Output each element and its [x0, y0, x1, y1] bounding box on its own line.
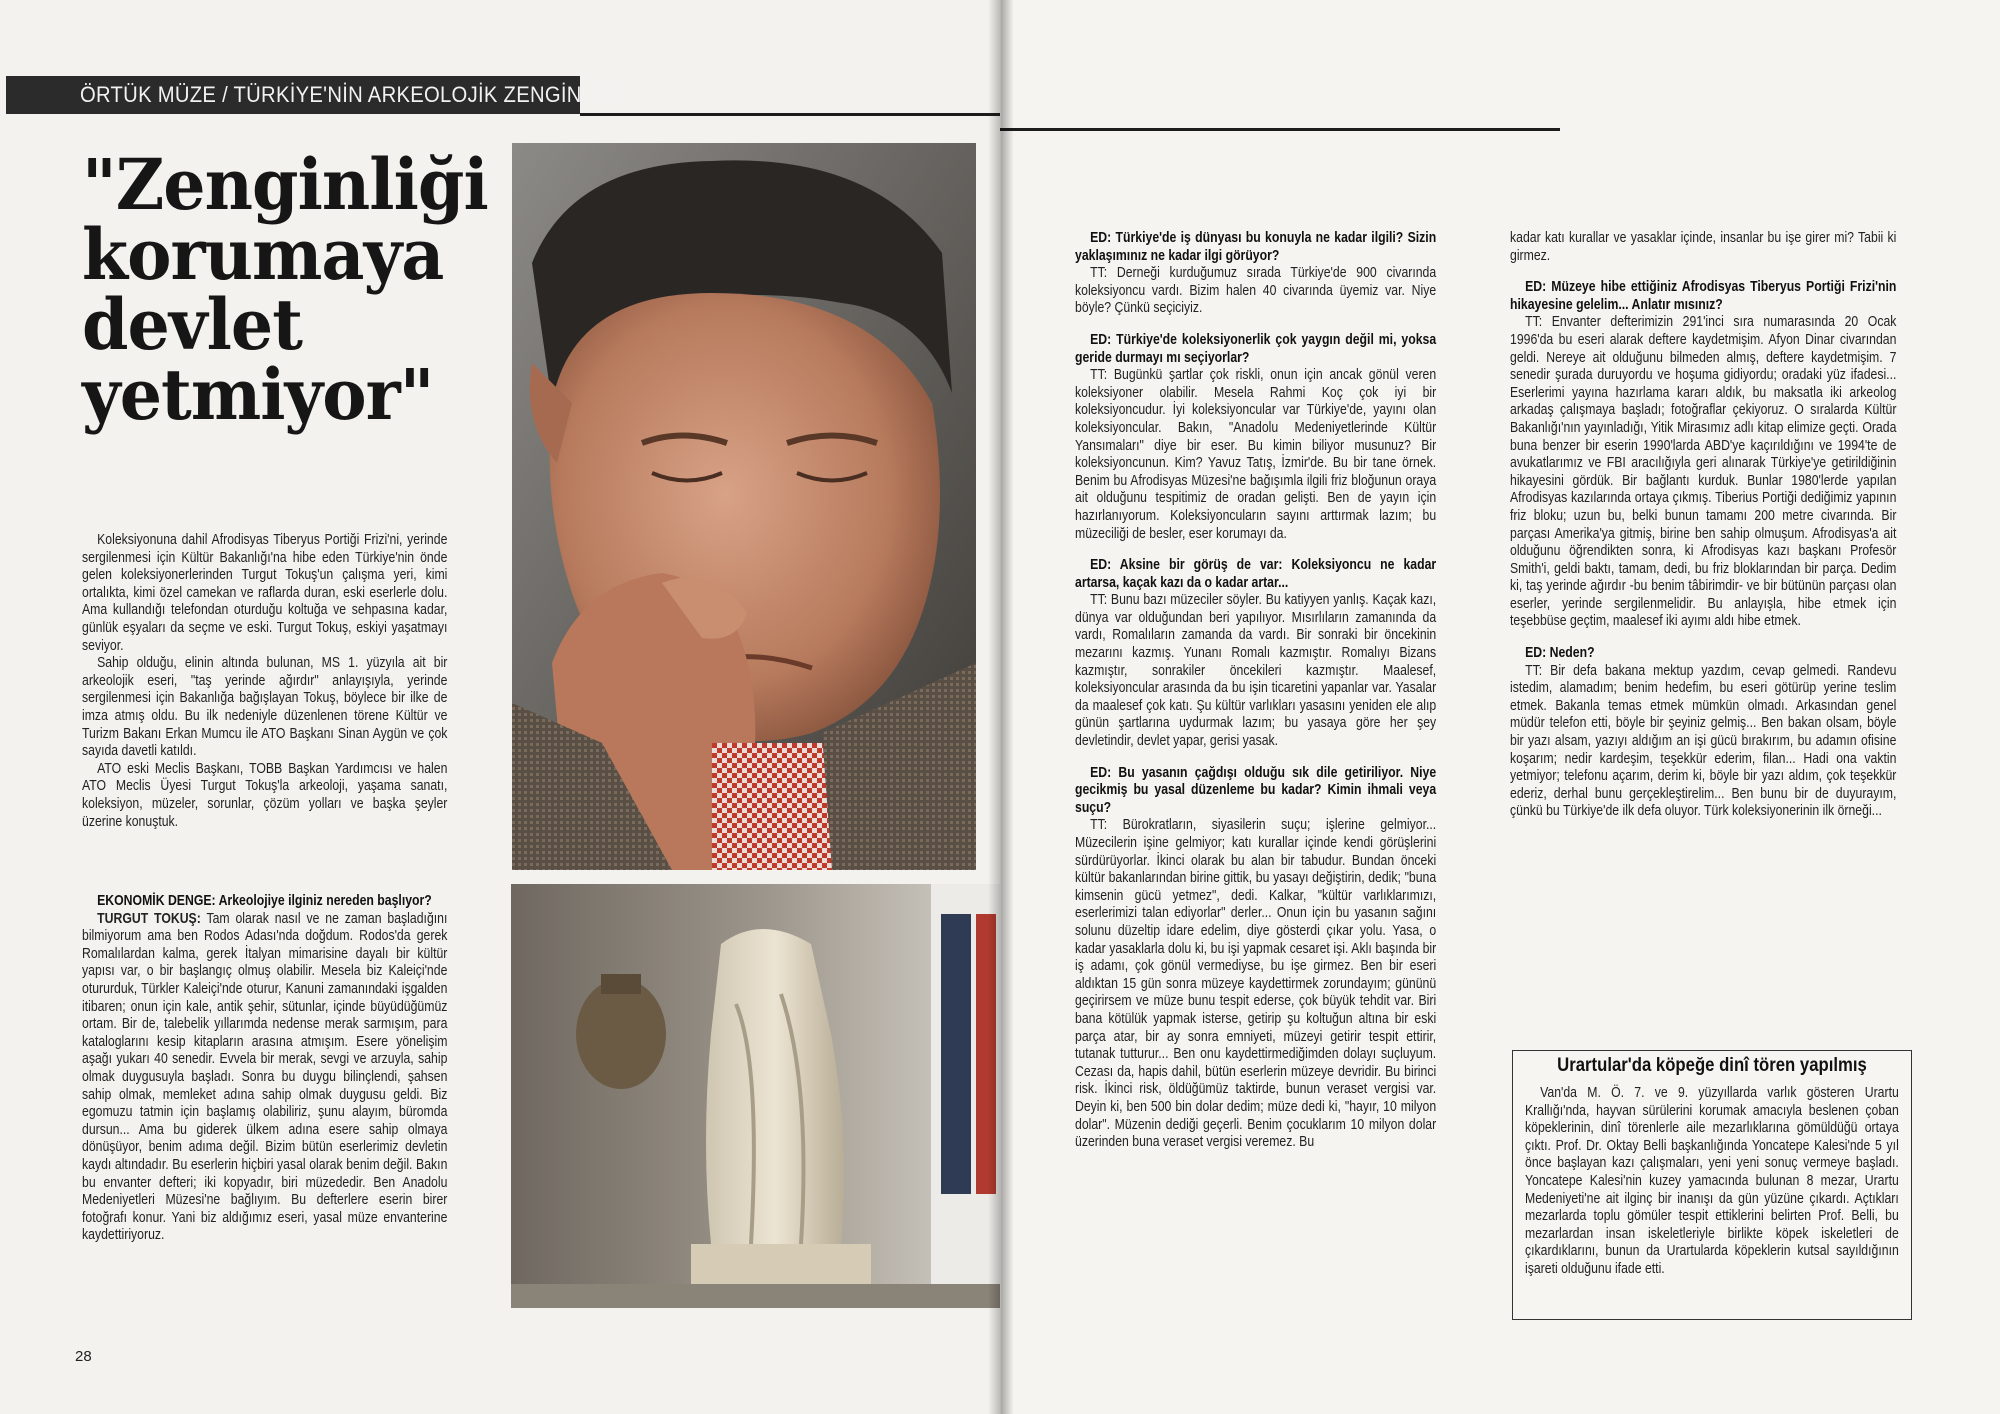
headline-line: devlet — [82, 283, 303, 366]
interview-column-left — [82, 893, 447, 1245]
intro-paragraph: Sahip olduğu, elinin altında bulunan, MS 1. yüzyıla ait bir arkeolojik eseri, "taş yerinde ağırdır" anlayışıyla, yerinde sergilenmesi için Bakanlığa bağışlayan Tokuş, böylece bir ilke de imza atmış oldu. Bu ilk nedeniyle düzenlenen törene Kültür ve Turizm Bakanı Erkan Mumcu ile ATO Başkanı Sinan Aygün ve çok sayıda davetli katıldı. — [82, 655, 448, 760]
interview-answer — [82, 911, 447, 1245]
interview-question: ED: Neden? — [1525, 645, 1595, 662]
interview-answer: TT: Envanter defterimizin 291'inci sıra numarasında 20 Ocak 1996'da bu eseri alarak deftere kaydetmişim. Afyon Dinar civarından geldi. Nereye ait olduğunu bilmeden almış, deftere kaydetmişim. 7 senedir şurada duruyordu ve hoşuma gidiyordu; oradaki yüz ifadesi... Eserlerimi yayına hazırlama kararı aldık, bu maksatla iki arkeolog arkadaş çalışmaya başladı; fotoğraflar çekiyoruz. O sıralarda Kültür Bakanlığı'nın yayınladığı, Yitik Mirasımız adlı kitap elimize geçti. Orada buna benzer bir eserin 1990'larda ABD'ye kaçırıldığını ve 1994'te de avukatlarımız ve FBI aracılığıyla geri alınarak Türkiye'ye getirildiğinin hikayesini gördük. Bir bağlantı kurduk. Bunlar 1980'lerde yapılan Afrodisyas kazılarında ortaya çıkmış. Tiberius Portiği dediğimiz yapının friz bloku; uzun bu, belki bunun tamamı 200 metre civarında. Bir parçası Amerika'ya gitmiş, birine ben sahip olmuşum. Afrodisyas'a ait olduğunu öğrendikten sonra, ki Afrodisyas kazı başkanı Profesör Smith'i, geldi baktı, tamam, dedi, bu friz bloklarından bir parça. Dedim ki, taş yerinde ağırdır -bu benim tâbirimdir- ve bir bütünün parçası olan eserler, yerinde sergilenmelidir. Bu anlayışla, hibe etmek için teşebbüse geçtim, maalesef iki ayımı aldı hibe etmek. — [1510, 314, 1897, 630]
interview-column-right-2 — [1510, 230, 1896, 821]
interview-question: ED: Bu yasanın çağdışı olduğu sık dile getiriliyor. Niye gecikmiş bu yasal düzenleme bu kadar? Kimin ihmali veya suçu? — [1075, 764, 1437, 816]
right-page — [1000, 0, 2000, 1414]
section-header-text: ÖRTÜK MÜZE / TÜRKİYE'NİN ARKEOLOJİK ZENGİNLİĞİ — [80, 82, 622, 107]
headline-line: "Zenginliği — [82, 143, 488, 226]
interview-answer: TT: Derneği kurduğumuz sırada Türkiye'de 900 civarında koleksiyoncu vardı. Bizim halen 40 civarında üyemiz var. Niye böyle? Çünkü seçiciyiz. — [1075, 265, 1437, 317]
header-rule — [580, 113, 1000, 116]
intro-text — [82, 532, 447, 831]
interview-question: ED: Müzeye hibe ettiğiniz Afrodisyas Tiberyus Portiği Frizi'nin hikayesine gelelim... Anlatır mısınız? — [1510, 279, 1897, 313]
interview-answer: TT: Bürokratların, siyasilerin suçu; işlerine gelmiyor... Müzecilerin işine gelmiyor; katı kurallar içinde kendi görüşlerini sürdürüyorlar. İkinci olarak bu alan bir tabudur. Bundan önceki kültür bakanlarından birine gittik, bu yasayı değiştirin, dedik; "buna kimsenin gücü yetmez", dedi. Kalkar, "kültür varlıklarımızı, eserlerimizi talan ediyorlar" derler... Onun için bu yasanın sağını solunu düzeltip idare edelim, diye gösterdi çıkar yolu. Yasa, o kadar yasaklarla dolu ki, bu işi yapmak cesaret işi. Aklı başında bir iş adamı, çok gönül vermediyse, bu işe girmez. Ben bir eseri aldıktan 15 gün sonra müzeye kaydettirmek zorundayım; gününü geçirirsem ve müze bunu tespit ederse, çok büyük tehdit var. Biri bana kötülük yapmak isterse, getirip şu koltuğun altına bir eski parça atar, bir ay sonra emniyeti, müzeyi getirir tespit ettirir, tutanak tutturur... Ben onu kaydettirmediğimden dolayı suçluyum. Cezası da, hapis dahil, bütün eserlerin müzeye devridir. Bu birinci risk. İkinci risk, öldüğümüz taktirde, bunun veraset vergisi var. Deyin ki, ben 500 bin dolar dedim; müze dedi ki, "hayır, 10 milyon dolar". Müzenin dediği geçerli. Benim çocuklarım 10 milyon dolar üzerinden buna veraset vergisi veremez. Bu — [1075, 817, 1437, 1151]
page-number: 28 — [75, 1348, 92, 1365]
article-headline — [82, 143, 488, 436]
answer-text: Tam olarak nasıl ve ne zaman başladığını bilmiyorum ama ben Rodos Adası'nda doğdum. Rodos'da gerek Romalılardan kalma, gerek İtalyan mimarisine dayalı bir kültür yapısı var, o bir başlangıç olmuş olabilir. Mesela biz Kaleiçi'nde otururduk, Türkler Kaleiçi'nde oturur, Kanuni zamanındaki işgalden itibaren; onun için kale, antik şehir, sütunlar, içinde büyüdüğümüz ortam. Bir de, talebelik yıllarımda nedense merak sarmışım, para kataloglarını kesip kitapların arasına atmışım. Esere yönelişim aşağı yukarı 40 senedir. Evvela bir merak, sevgi ve arzuyla, sahip olmak duygusuyla başladı. Sonra bu duygu bilinçlendi, şahsen sahip olmak, memleket adına sahip olmak duygusu geldi. Biz egomuzu tatmin için başlamış olabiliriz, şunu alayım, büromda dursun... Ama bu giderek ülkem adına esere sahip olmaya dönüşüyor, benim adıma değil. Bizim bütün eserlerimiz devletin kaydı altındadır. Bu eserlerin hiçbiri yasal olarak benim değil. Bakın bu envanter defteri; iki kopyadır, biri müzededir. Ben Anadolu Medeniyetleri Müzesi'ne bağlıyım. Bu defterlere eserin birer fotoğrafı konur. Yani biz aldığımız eseri, yasal müze envanterine kaydettiriyoruz. — [82, 910, 448, 1244]
intro-paragraph: ATO eski Meclis Başkanı, TOBB Başkan Yardımcısı ve halen ATO Meclis Üyesi Turgut Tokuş'la arkeoloji, yaşama sanatı, koleksiyon, müzeler, sorunlar, çözüm yolları ve başka şeyler üzerine konuştuk. — [82, 760, 448, 830]
interview-question: ED: Aksine bir görüş de var: Koleksiyoncu ne kadar artarsa, kaçak kazı da o kadar artar... — [1075, 557, 1437, 591]
statue-photo — [511, 884, 1000, 1308]
headline-line: korumaya — [82, 213, 444, 296]
book-gutter — [988, 0, 1014, 1414]
headline-line: yetmiyor" — [82, 353, 434, 436]
speaker-label: TURGUT TOKUŞ: — [97, 910, 201, 927]
intro-paragraph: Koleksiyonuna dahil Afrodisyas Tiberyus Portiği Frizi'ni, yerinde sergilenmesi için Kültür Bakanlığı'na hibe eden Türkiye'nin önde gelen koleksiyonerlerinden Turgut Tokuş'un çalışma yeri, kimi ortalıkta, kimi özel camekan ve raflarda duran, eski eserlerle dolu. Ama kullandığı telefondan oturduğu koltuğa ve sehpasına kadar, günlük eşyaları da seçme ve eski. Turgut Tokuş, eskiyi yaşatmayı seviyor. — [82, 532, 448, 654]
interview-column-right-1 — [1075, 230, 1436, 1152]
interview-question: ED: Türkiye'de koleksiyonerlik çok yaygın değil mi, yoksa geride durmayı mı seçiyorlar? — [1075, 331, 1437, 366]
interview-answer: TT: Bunu bazı müzeciler söyler. Bu katiyyen yanlış. Kaçak kazı, dünya var olduğundan beri yapılıyor. Mısırlıların zamanında da vardı, Romalıların zamanda da vardı. Bir sonraki bir öncekinin mezarını kazmış. Yunanı Romalı kazmıştır. Romalıyı Bizans kazmıştır, sonrakiler öncekileri kazmıştır. Maalesef, koleksiyoncular arasında da bu işin ticaretini yapanlar var. Yasalar da maalesef çok katı. Şu kültür varlıkları yasasını yeniden ele alıp günün şartlarına uydurmak lazım; bu yasaya göre her şey devletindir, devlet yapar, gerisi yasak. — [1075, 592, 1437, 750]
interview-question: EKONOMİK DENGE: Arkeolojiye ilginiz nereden başlıyor? — [97, 893, 432, 909]
sidebar-body — [1525, 1085, 1899, 1279]
sidebar-paragraph: Van'da M. Ö. 7. ve 9. yüzyıllarda varlık gösteren Urartu Krallığı'nda, hayvan sürülerini korumak amacıyla beslenen çoban köpeklerinin, dinî törenlerle aile mezarlıklarına gömüldüğü ortaya çıktı. Prof. Dr. Oktay Belli başkanlığında Yoncatepe Kalesi'nde 5 yıl önce başlayan kazı çalışmaları, yeni yeni sonuç vermeye başladı. Yoncatepe Kalesi'nin kuzey yamacında bulunan 8 mezar, Urartu Medeniyeti'ne ait ilginç bir inanışı da gün yüzüne çıkardı. Açtıkları mezarlarda toplu gömüler tespit ettiklerini belirten Prof. Belli, bu mezarlardan insan iskeletleriyle birlikte köpek iskeletleri de çıkardıklarını, bunun da Urartularda köpeklerin kutsal sayıldığının işareti olduğunu ifade etti. — [1525, 1085, 1899, 1277]
interview-answer: TT: Bugünkü şartlar çok riskli, onun için ancak gönül veren koleksiyoner olabilir. Mesela Rahmi Koç çok iyi bir koleksiyoncudur. İyi koleksiyoncular var Türkiye'de, yayını olan koleksiyoncular. Bakın, "Anadolu Medeniyetlerinde Kültür Yansımaları" diye bir eser. Bu kimin biliyor musunuz? Bir koleksiyoncunun. Kim? Yavuz Tatış, İzmir'de. Bu bir tane örnek. Benim bu Afrodisyas Müzesi'ne bağışımla ilgili friz bloğunun oraya ait olduğunu tespitimiz de oradan gelişti. Ben de yayın için hazırlanıyorum. Koleksiyoncuların sayını arttırmak lazım; bu müzeciliği de besler, eser korumayı da. — [1075, 367, 1437, 542]
sidebar-title: Urartular'da köpeğe dinî tören yapılmış — [1557, 1055, 1867, 1076]
interview-question: ED: Türkiye'de iş dünyası bu konuyla ne kadar ilgili? Sizin yaklaşımınız ne kadar ilgi görüyor? — [1075, 230, 1437, 264]
portrait-photo — [512, 143, 976, 870]
continued-text: kadar katı kurallar ve yasaklar içinde, insanlar bu işe girer mi? Tabii ki girmez. — [1510, 230, 1897, 264]
interview-answer: TT: Bir defa bakana mektup yazdım, cevap gelmedi. Randevu istedim, alamadım; benim hedefim, bu eseri götürüp yerine teslim etmek. Bakanla temas etmek mümkün olmadı. Arkasından genel müdür telefon etti, böyle bir şeyiniz gelmiş... Ben bakan olsam, böyle bir yazı alsam, yazıyı aldığım an işi gücü bırakırım, bu adamın ofisine koşarım; nedir kardeşim, teşekkür ederim, filan... Hadi ona vaktin yetmiyor; telefonu açarım, derim ki, böyle bir yazı aldım, çok teşekkür ederiz, derhal bunu gerçekleştirelim... Ben bunu bir de duyurayım, çünkü bu Türkiye'de ilk defa oluyor. Türk koleksiyonerinin ilk örneği... — [1510, 662, 1897, 820]
header-rule — [1000, 128, 1560, 131]
